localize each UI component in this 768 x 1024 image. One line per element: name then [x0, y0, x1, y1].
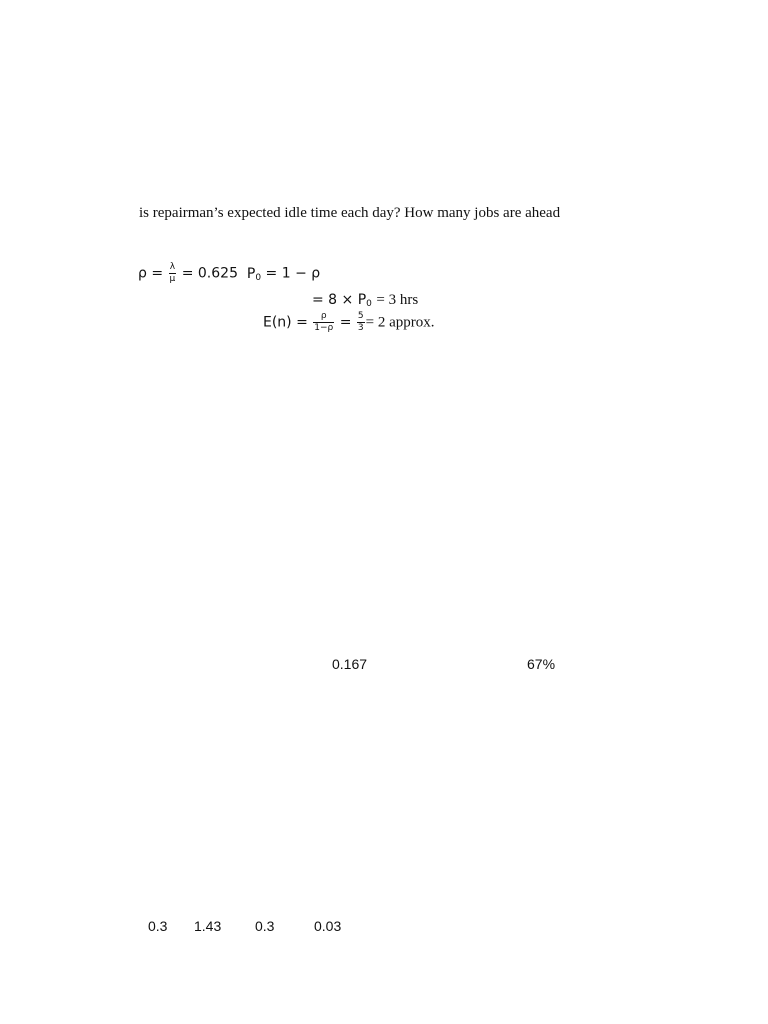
value-67-percent: 67% [527, 656, 556, 672]
lambda-over-mu-fraction [169, 262, 177, 285]
five-thirds-fraction [357, 311, 365, 334]
bottom-value-1: 0.3 [148, 918, 168, 934]
fraction-denominator: 3 [357, 323, 364, 333]
bottom-value-4: 0.03 [314, 918, 342, 934]
fraction-numerator: 5 [357, 311, 364, 321]
idle-time-equation [312, 292, 418, 309]
fraction-numerator: ρ [313, 311, 334, 323]
en-result: = 2 approx. [365, 314, 435, 331]
value-0-167: 0.167 [332, 656, 368, 672]
en-lhs: E(n) = [263, 314, 308, 331]
expected-jobs-equation [263, 311, 435, 334]
rho-value: = 0.625 [181, 265, 238, 282]
bottom-value-2: 1.43 [194, 918, 222, 934]
en-equals: = [339, 314, 352, 331]
p0-definition: = 1 − ρ [265, 265, 321, 282]
idle-lhs: = $8 \times P_0$ [312, 292, 372, 309]
fraction-numerator: λ [169, 262, 176, 272]
rho-lhs: ρ = [138, 265, 164, 282]
fraction-denominator: μ [169, 274, 176, 284]
bottom-value-3: 0.3 [255, 918, 275, 934]
question-text: is repairman’s expected idle time each day? How many jobs are ahead [139, 205, 561, 221]
p0-symbol: $P_0$ [246, 265, 262, 283]
fraction-denominator: 1−ρ [314, 323, 334, 333]
rho-over-one-minus-rho-fraction [313, 311, 334, 334]
rho-equation [138, 262, 320, 285]
idle-result: = 3 hrs [376, 292, 419, 308]
